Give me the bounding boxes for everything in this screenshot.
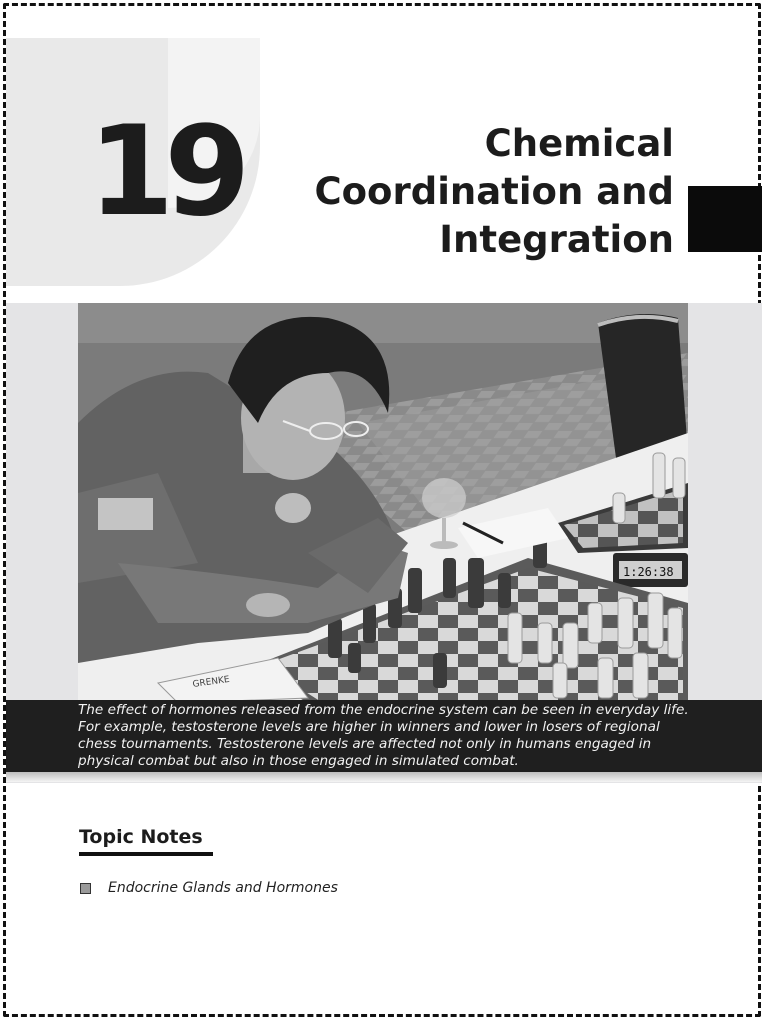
chess-player-illustration — [78, 303, 688, 703]
topic-notes-underline — [79, 852, 213, 856]
chess-player-photo — [78, 303, 688, 703]
chapter-title-line-2: Coordination and — [314, 170, 674, 213]
chapter-number: 19 — [88, 100, 241, 244]
chapter-tab-marker — [688, 186, 762, 252]
photo-caption-text: The effect of hormones released from the endocrine system can be seen in everyday life. For example, testosterone levels are higher in winners and lower in losers of regional chess tournaments. Testosterone levels are affected not only in humans engaged in physical combat but also in those engaged in simulated combat. — [78, 702, 689, 769]
topic-list-item[interactable] — [80, 880, 338, 896]
nameplate-text: GRENKE — [192, 674, 231, 690]
clock-display: 1:26:38 — [623, 565, 674, 579]
chapter-title-line-1: Chemical — [484, 122, 674, 165]
topic-list-item-label: Endocrine Glands and Hormones — [108, 880, 338, 896]
chapter-title — [254, 120, 674, 264]
square-bullet-icon — [80, 883, 91, 894]
topic-notes-heading: Topic Notes — [79, 826, 203, 848]
chapter-title-line-3: Integration — [439, 218, 674, 261]
caption-shadow — [6, 772, 762, 782]
photo-caption — [6, 700, 762, 772]
